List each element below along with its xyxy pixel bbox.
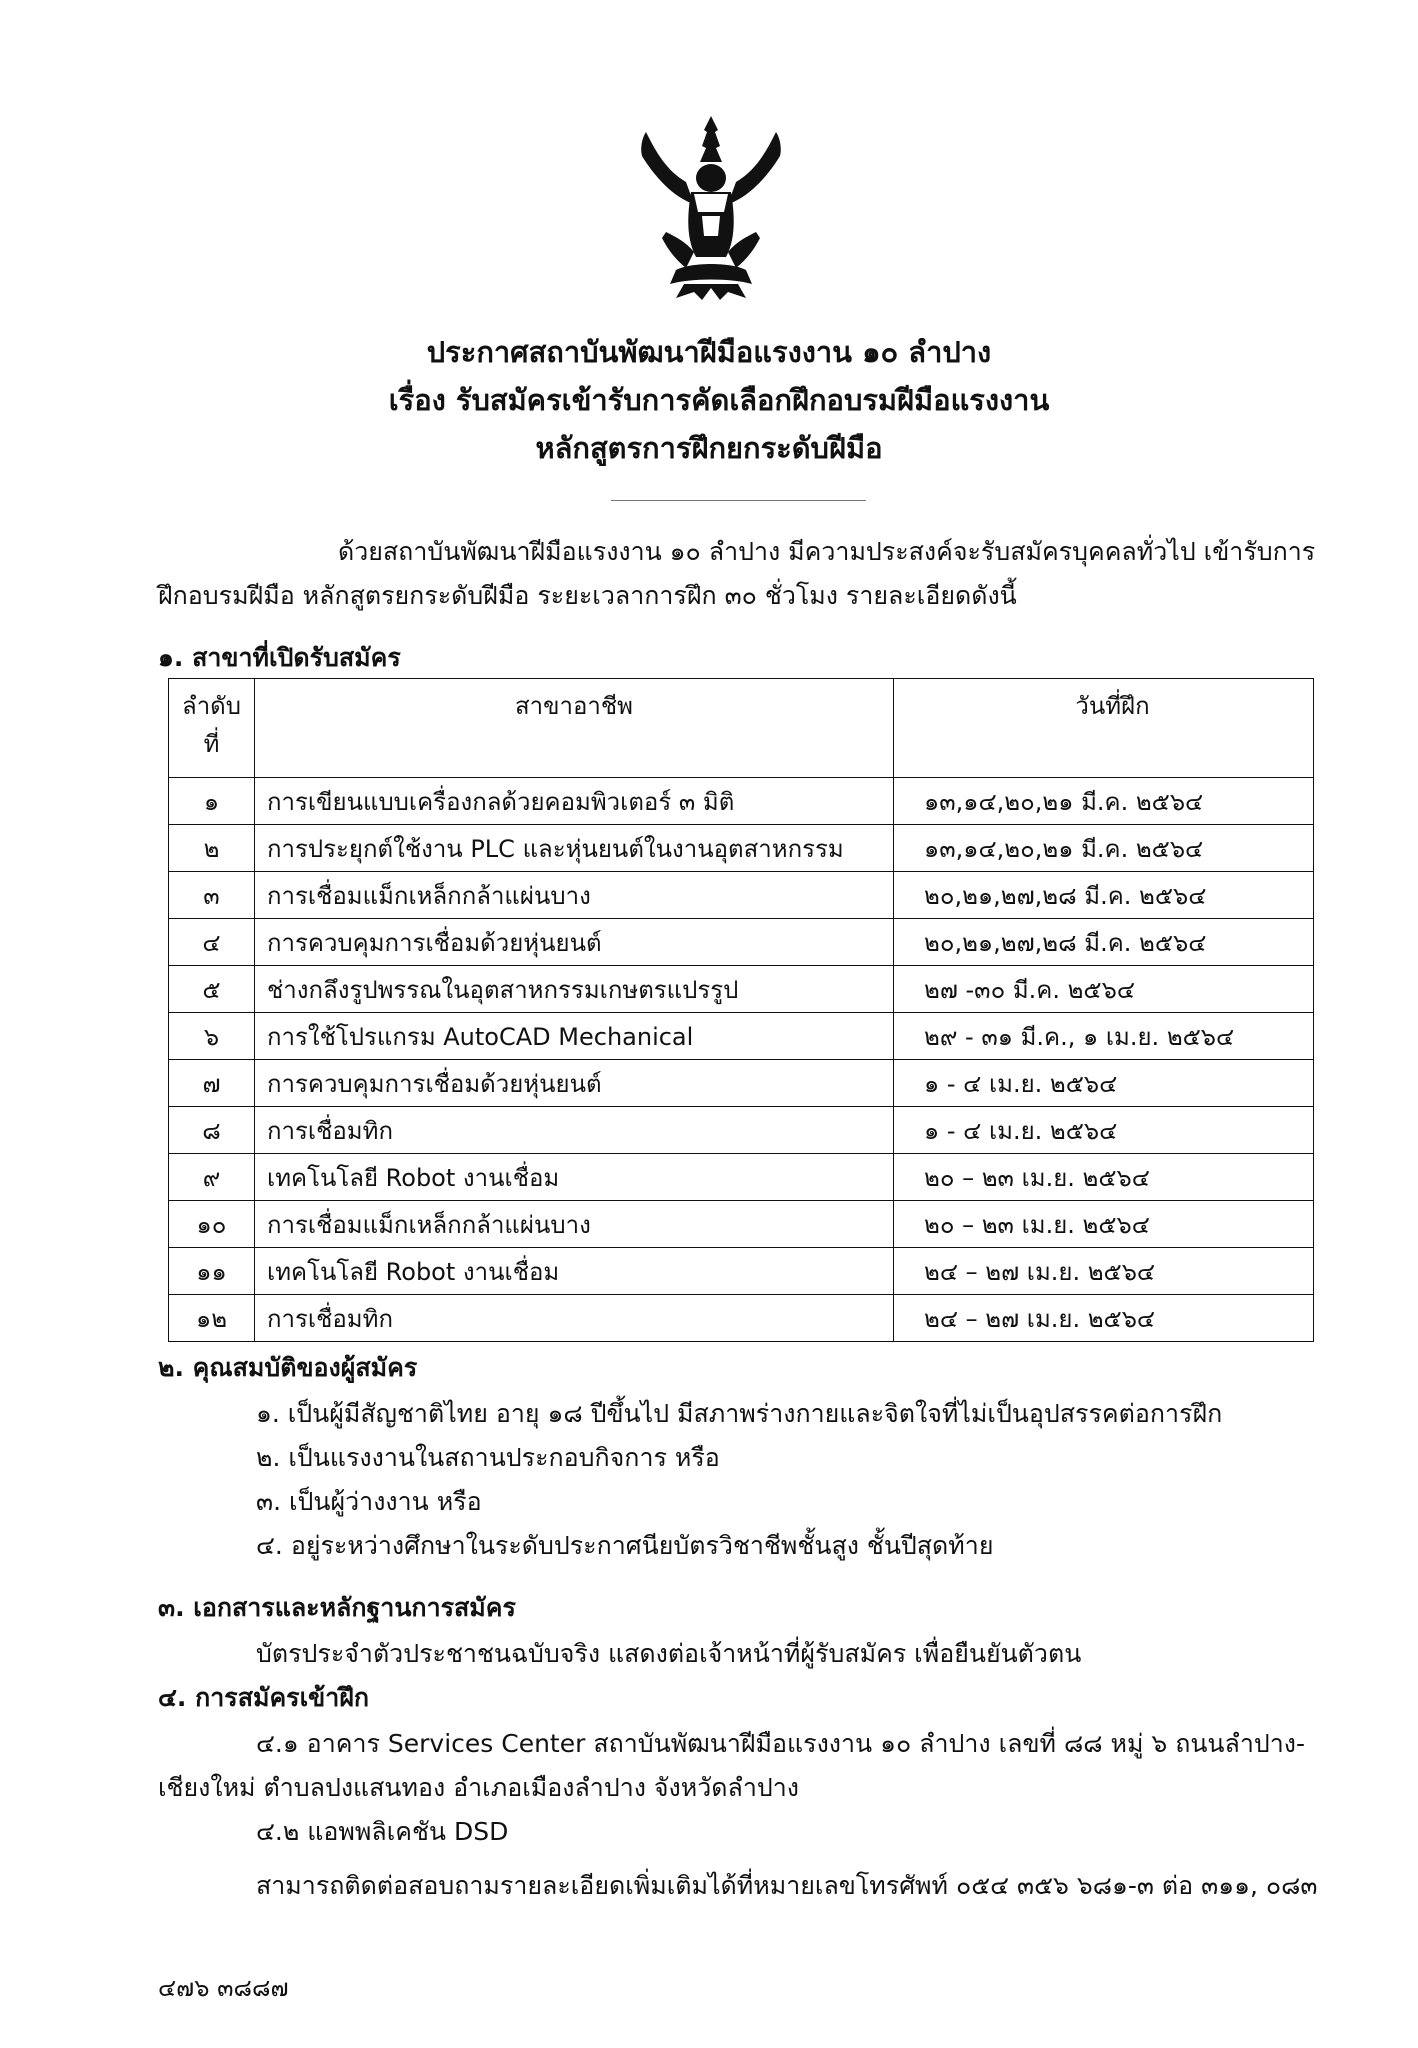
row-course: การเชื่อมแม็กเหล็กกล้าแผ่นบาง [255,1201,894,1248]
row-date: ๒๐ – ๒๓ เม.ย. ๒๕๖๔ [894,1201,1314,1248]
row-number: ๓ [169,872,255,919]
application-item-1-line-2: เชียงใหม่ ตำบลปงแสนทอง อำเภอเมืองลำปาง จังหวัดลำปาง [158,1773,799,1802]
row-number: ๕ [169,966,255,1013]
column-header-date: วันที่ฝึก [894,679,1314,778]
row-course: ช่างกลึงรูปพรรณในอุตสาหกรรมเกษตรแปรรูป [255,966,894,1013]
row-number: ๙ [169,1154,255,1201]
row-date: ๒๐,๒๑,๒๗,๒๘ มี.ค. ๒๕๖๔ [894,872,1314,919]
table-row [169,872,1314,919]
table-row [169,966,1314,1013]
row-course: การเชื่อมทิก [255,1295,894,1342]
table-row [169,778,1314,825]
table-row [169,1295,1314,1342]
row-date: ๑ - ๔ เม.ย. ๒๕๖๔ [894,1107,1314,1154]
table-row [169,919,1314,966]
row-course: การประยุกต์ใช้งาน PLC และหุ่นยนต์ในงานอุตสาหกรรม [255,825,894,872]
title-line-1: ประกาศสถาบันพัฒนาฝีมือแรงงาน ๑๐ ลำปาง [426,335,992,369]
row-date: ๒๐,๒๑,๒๗,๒๘ มี.ค. ๒๕๖๔ [894,919,1314,966]
row-course: การควบคุมการเชื่อมด้วยหุ่นยนต์ [255,1060,894,1107]
row-course: การเชื่อมทิก [255,1107,894,1154]
qualification-item-2: ๒. เป็นแรงงานในสถานประกอบกิจการ หรือ [256,1443,720,1472]
title-line-2: เรื่อง รับสมัครเข้ารับการคัดเลือกฝึกอบรมฝีมือแรงงาน [388,383,1050,417]
qualification-item-3: ๓. เป็นผู้ว่างงาน หรือ [256,1487,482,1516]
row-number: ๑๑ [169,1248,255,1295]
row-number: ๗ [169,1060,255,1107]
row-course: เทคโนโลยี Robot งานเชื่อม [255,1248,894,1295]
row-course: การเขียนแบบเครื่องกลด้วยคอมพิวเตอร์ ๓ มิติ [255,778,894,825]
documents-text: บัตรประจำตัวประชาชนฉบับจริง แสดงต่อเจ้าหน้าที่ผู้รับสมัคร เพื่อยืนยันตัวตน [256,1639,1082,1668]
row-course: การเชื่อมแม็กเหล็กกล้าแผ่นบาง [255,872,894,919]
title-line-3: หลักสูตรการฝึกยกระดับฝีมือ [535,431,883,465]
table-row [169,1201,1314,1248]
section-2-heading: ๒. คุณสมบัติของผู้สมัคร [158,1353,418,1382]
row-date: ๑๓,๑๔,๒๐,๒๑ มี.ค. ๒๕๖๔ [894,825,1314,872]
garuda-emblem-icon [636,112,786,302]
row-date: ๒๔ – ๒๗ เม.ย. ๒๕๖๔ [894,1248,1314,1295]
section-4-heading: ๔. การสมัครเข้าฝึก [158,1683,370,1712]
section-1-heading: ๑. สาขาที่เปิดรับสมัคร [158,643,401,672]
row-number: ๘ [169,1107,255,1154]
intro-line-1: ด้วยสถาบันพัฒนาฝีมือแรงงาน ๑๐ ลำปาง มีความประสงค์จะรับสมัครบุคคลทั่วไป เข้ารับการ [338,537,1316,566]
row-number: ๒ [169,825,255,872]
row-date: ๑๓,๑๔,๒๐,๒๑ มี.ค. ๒๕๖๔ [894,778,1314,825]
contact-text: สามารถติดต่อสอบถามรายละเอียดเพิ่มเติมได้ที่หมายเลขโทรศัพท์ ๐๕๔ ๓๕๖ ๖๘๑-๓ ต่อ ๓๑๑, ๐๘๓ [256,1871,1318,1900]
row-number: ๔ [169,919,255,966]
table-row [169,1154,1314,1201]
courses-table [168,678,1314,1342]
column-header-number: ลำดับ ที่ [169,679,255,778]
row-number: ๑ [169,778,255,825]
row-number: ๑๐ [169,1201,255,1248]
title-divider [611,500,866,501]
table-row [169,1060,1314,1107]
row-date: ๒๔ – ๒๗ เม.ย. ๒๕๖๔ [894,1295,1314,1342]
table-row [169,1248,1314,1295]
application-item-1-line-1: ๔.๑ อาคาร Services Center สถาบันพัฒนาฝีมือแรงงาน ๑๐ ลำปาง เลขที่ ๘๘ หมู่ ๖ ถนนลำปาง- [256,1729,1306,1758]
row-number: ๖ [169,1013,255,1060]
table-header-row [169,679,1314,778]
section-3-heading: ๓. เอกสารและหลักฐานการสมัคร [158,1593,516,1622]
table-row [169,1013,1314,1060]
qualification-item-4: ๔. อยู่ระหว่างศึกษาในระดับประกาศนียบัตรวิชาชีพชั้นสูง ชั้นปีสุดท้าย [256,1531,994,1560]
column-header-course: สาขาอาชีพ [255,679,894,778]
table-row [169,825,1314,872]
application-item-2: ๔.๒ แอพพลิเคชัน DSD [256,1817,509,1846]
table-row [169,1107,1314,1154]
qualification-item-1: ๑. เป็นผู้มีสัญชาติไทย อายุ ๑๘ ปีขึ้นไป มีสภาพร่างกายและจิตใจที่ไม่เป็นอุปสรรคต่อการฝึก [256,1399,1223,1428]
row-date: ๒๗ -๓๐ มี.ค. ๒๕๖๔ [894,966,1314,1013]
row-number: ๑๒ [169,1295,255,1342]
row-date: ๑ - ๔ เม.ย. ๒๕๖๔ [894,1060,1314,1107]
row-course: การใช้โปรแกรม AutoCAD Mechanical [255,1013,894,1060]
row-date: ๒๐ – ๒๓ เม.ย. ๒๕๖๔ [894,1154,1314,1201]
row-date: ๒๙ - ๓๑ มี.ค., ๑ เม.ย. ๒๕๖๔ [894,1013,1314,1060]
row-course: การควบคุมการเชื่อมด้วยหุ่นยนต์ [255,919,894,966]
contact-phone-continued: ๔๗๖ ๓๘๘๗ [158,1974,289,2002]
intro-line-2: ฝึกอบรมฝีมือ หลักสูตรยกระดับฝีมือ ระยะเวลาการฝึก ๓๐ ชั่วโมง รายละเอียดดังนี้ [158,581,1017,610]
row-course: เทคโนโลยี Robot งานเชื่อม [255,1154,894,1201]
announcement-title [0,328,1418,472]
